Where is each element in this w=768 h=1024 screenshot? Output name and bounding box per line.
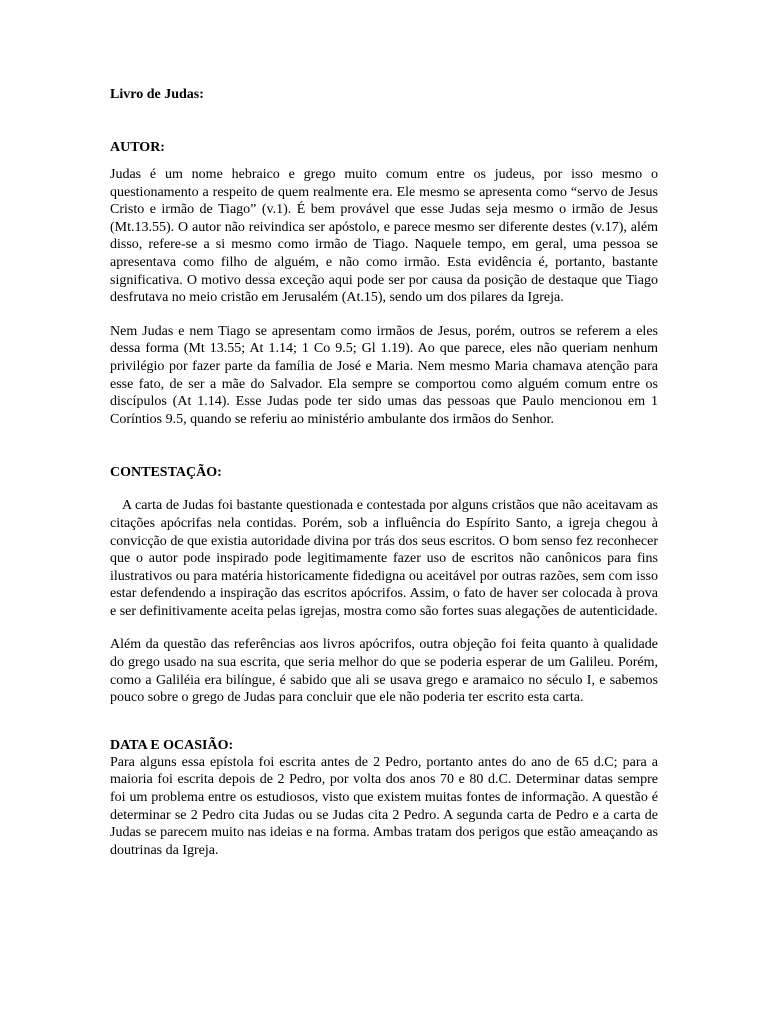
- document-page: [110, 86, 658, 859]
- autor-paragraph-2: Nem Judas e nem Tiago se apresentam como irmãos de Jesus, porém, outros se referem a eles dessa forma (Mt 13.55; At 1.14; 1 Co 9.5; Gl 1.19). Ao que parece, eles não queriam nenhum privilégio por fazer parte da família de José e Maria. Nem mesmo Maria chamava atenção para esse fato, de ser a mãe do Salvador. Ela sempre se comportou como alguém comum entre os discípulos (At 1.14). Esse Judas pode ter sido umas das pessoas que Paulo mencionou em 1 Coríntios 9.5, quando se referiu ao ministério ambulante dos irmãos do Senhor.: [110, 323, 658, 427]
- section-heading-data-ocasiao: DATA E OCASIÃO:: [110, 737, 234, 753]
- contestacao-paragraph-2: Além da questão das referências aos livros apócrifos, outra objeção foi feita quanto à qualidade do grego usado na sua escrita, que seria melhor do que se poderia esperar de um Galileu. Porém, como a Galiléia era bilíngue, é sabido que ali se usava grego e aramaico no século I, e sabemos pouco sobre o grego de Judas para concluir que ele não poderia ter escrito esta carta.: [110, 637, 658, 706]
- contestacao-paragraph-1: A carta de Judas foi bastante questionada e contestada por alguns cristãos que não aceitavam as citações apócrifas nela contidas. Porém, sob a influência do Espírito Santo, a igreja chegou à convicção de que existia autoridade divina por trás dos seus escritos. O bom senso fez reconhecer que o autor pode inspirado pode legitimamente fazer uso de escritos não canônicos para fins ilustrativos ou para matéria historicamente fidedigna ou aceitável por outras razões, sem com isso estar defendendo a inspiração das escritos apócrifos. Assim, o fato de haver ser colocada à prova e ser definitivamente aceita pelas igrejas, mostra como são fortes suas alegações de autenticidade.: [110, 498, 658, 619]
- document-title: Livro de Judas:: [110, 87, 204, 102]
- section-heading-autor: AUTOR:: [110, 140, 165, 155]
- section-heading-contestacao: CONTESTAÇÃO:: [110, 465, 222, 481]
- data-ocasiao-paragraph-1: Para alguns essa epístola foi escrita antes de 2 Pedro, portanto antes do ano de 65 d.C; para a maioria foi escrita depois de 2 Pedro, por volta dos anos 70 e 80 d.C. Determinar datas sempre foi um problema entre os estudiosos, visto que existem muitas fontes de informação. A questão é determinar se 2 Pedro cita Judas ou se Judas cita 2 Pedro. A segunda carta de Pedro e a carta de Judas se parecem muito nas ideias e na forma. Ambas tratam dos perigos que estão ameaçando as doutrinas da Igreja.: [110, 754, 658, 858]
- autor-paragraph-1: Judas é um nome hebraico e grego muito comum entre os judeus, por isso mesmo o questionamento a respeito de quem realmente era. Ele mesmo se apresenta como “servo de Jesus Cristo e irmão de Tiago” (v.1). É bem provável que esse Judas seja mesmo o irmão de Jesus (Mt.13.55). O autor não reivindica ser apóstolo, e parece mesmo ser diferente destes (v.17), além disso, refere-se a si mesmo como irmão de Tiago. Naquele tempo, em geral, uma pessoa se apresentava como filho de alguém, e não como irmão. Esta evidência é, portanto, bastante significativa. O motivo dessa exceção aqui pode ser por causa da posição de destaque que Tiago desfrutava no meio cristão em Jerusalém (At.15), sendo um dos pilares da Igreja.: [110, 167, 658, 306]
